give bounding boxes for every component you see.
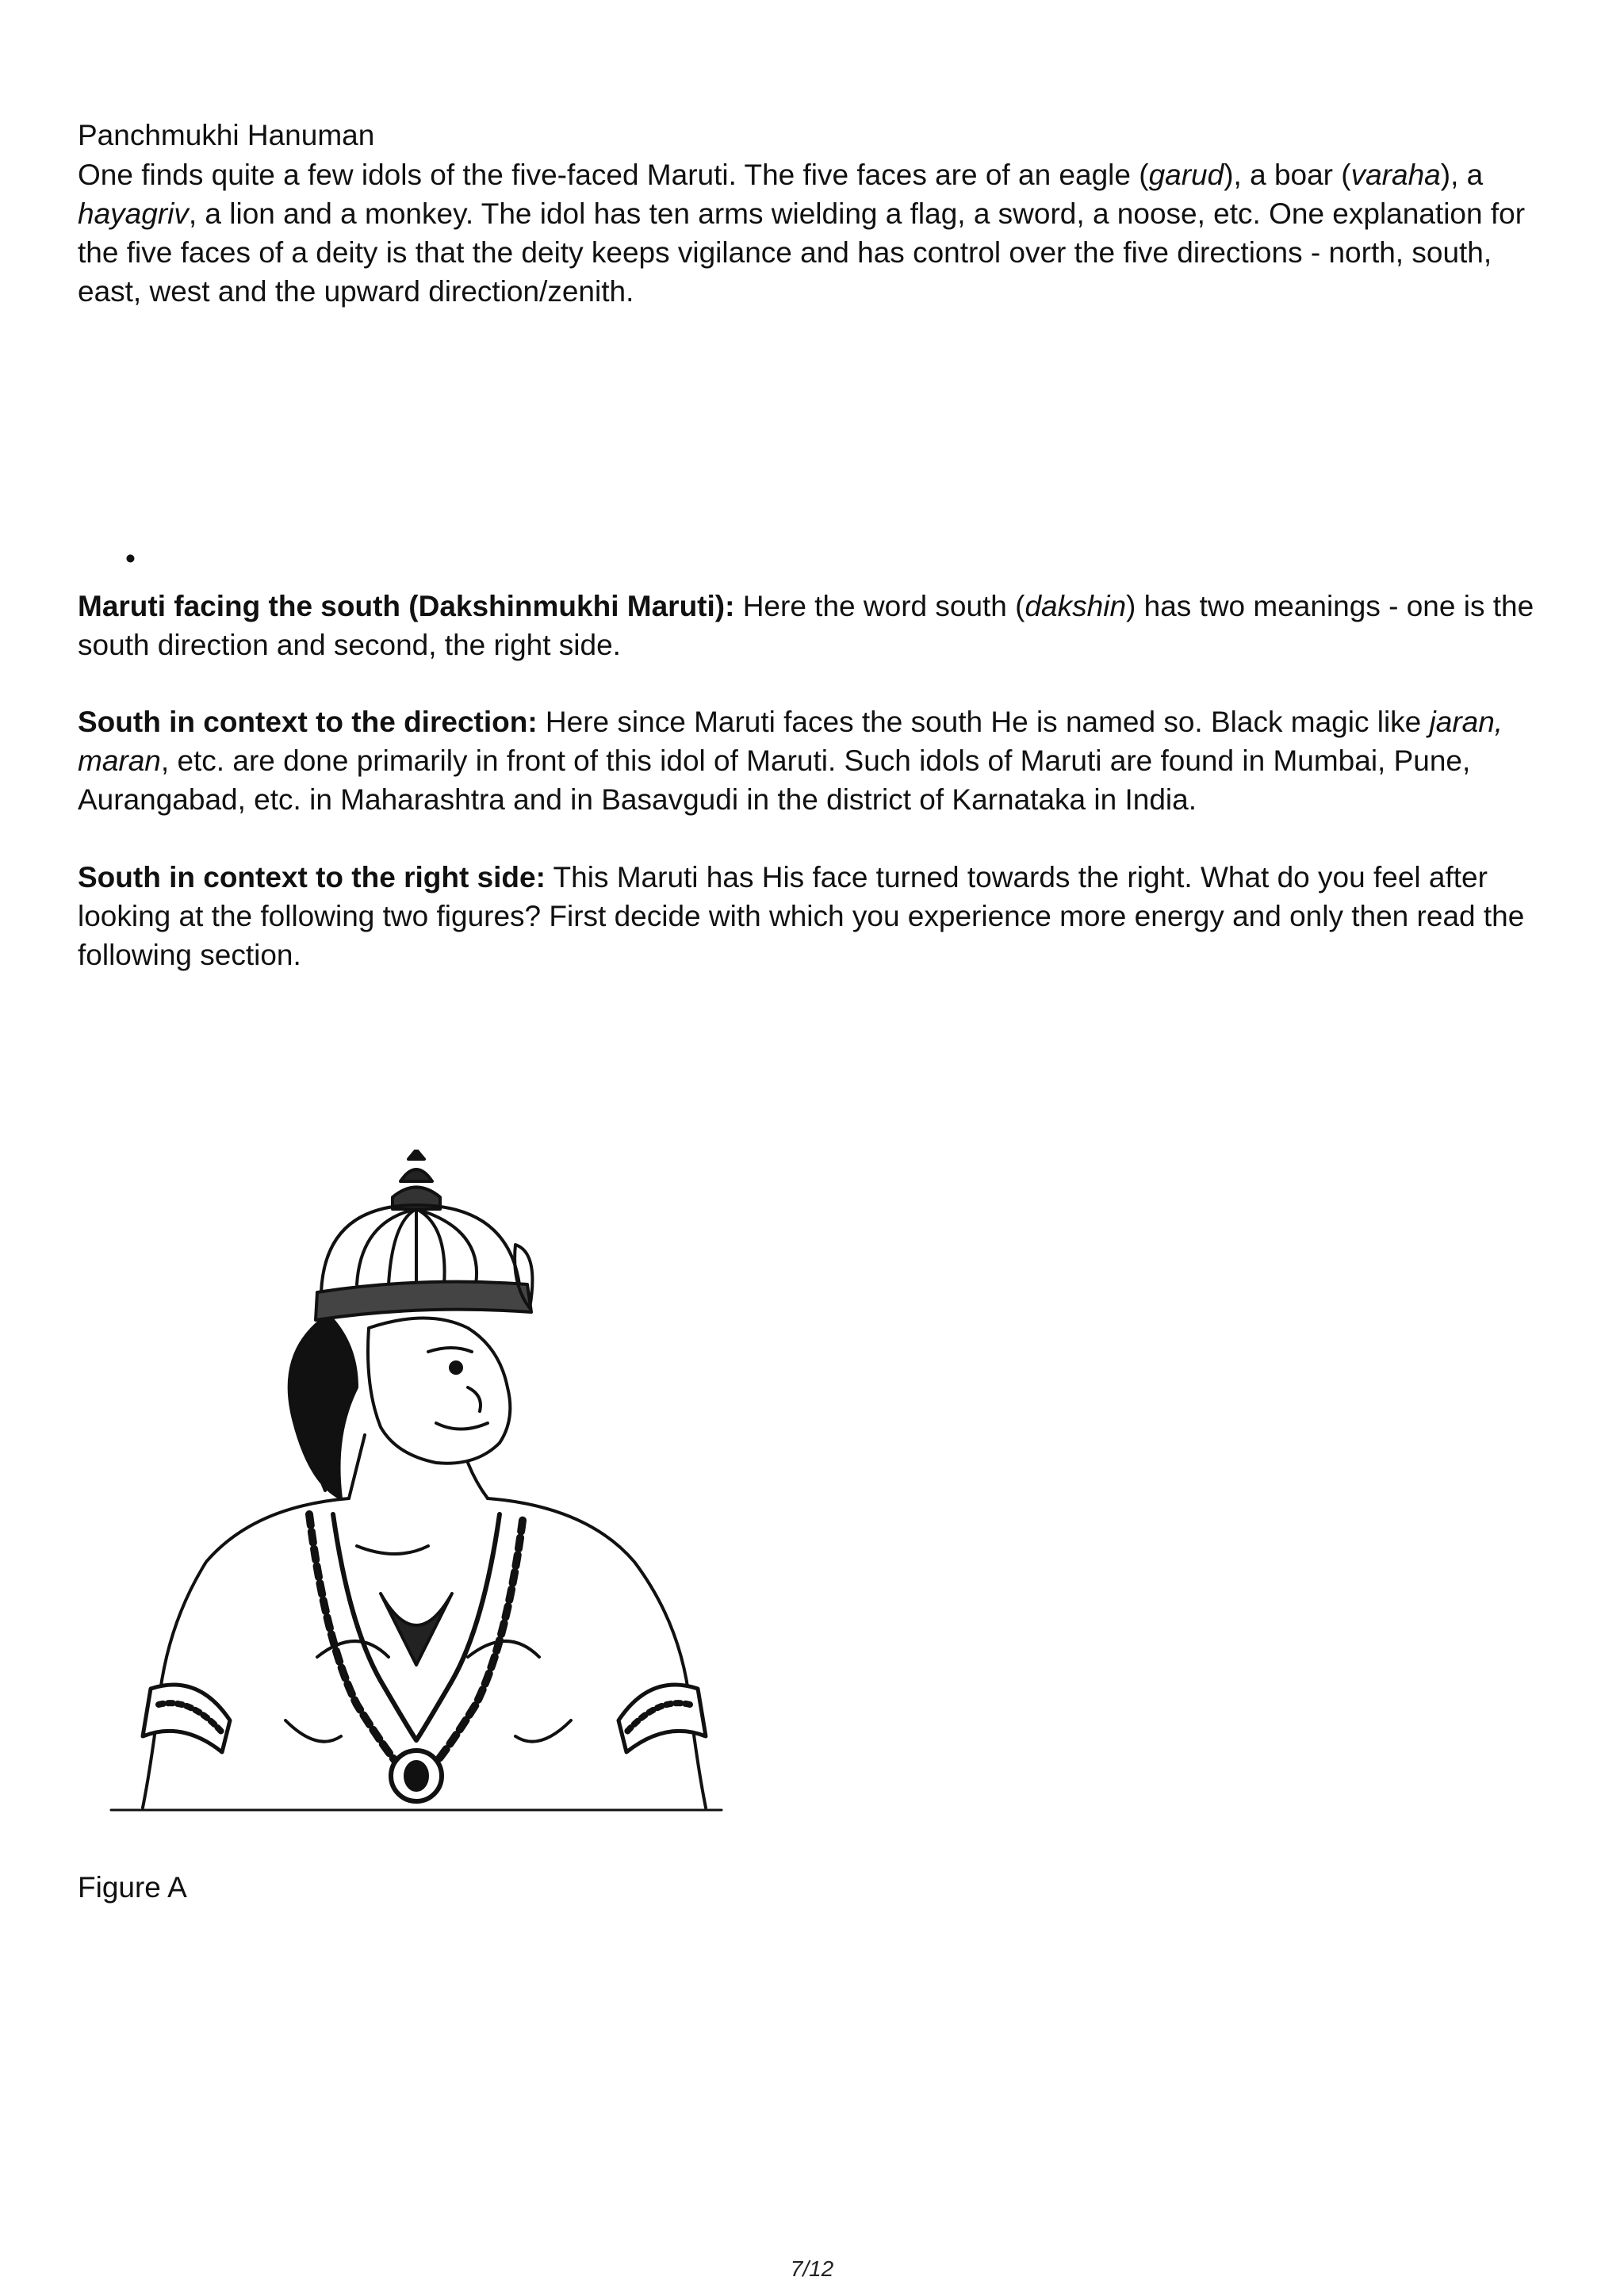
italic-term: dakshin	[1025, 590, 1127, 622]
figure-caption: Figure A	[78, 1871, 187, 1904]
text-run: ) has two meanings - one is the south direction and second, the right side.	[78, 590, 1534, 661]
bold-heading: Maruti facing the south (Dakshinmukhi Maruti):	[78, 590, 735, 622]
left-shoulder	[143, 1498, 349, 1808]
italic-term: varaha	[1350, 159, 1441, 191]
crown-finial	[408, 1150, 424, 1159]
page-number: 7/12	[790, 2256, 834, 2281]
text-run: ), a	[1440, 159, 1484, 191]
left-armband	[143, 1685, 230, 1752]
text-run: One finds quite a few idols of the five-faced Maruti. The five faces are of an eagle (	[78, 159, 1149, 191]
direction-paragraph	[78, 702, 1553, 819]
text-run: ), a boar (	[1224, 159, 1351, 191]
hair	[289, 1320, 357, 1498]
bold-heading: South in context to the direction:	[78, 706, 538, 738]
text-run: Here the word south (	[734, 590, 1025, 622]
right-side-paragraph	[78, 858, 1553, 974]
intro-paragraph	[78, 155, 1553, 311]
face	[368, 1318, 510, 1464]
section-title: Panchmukhi Hanuman	[78, 119, 375, 151]
crown-band	[316, 1282, 531, 1320]
figure-a-illustration	[95, 1150, 745, 1816]
right-armband	[619, 1685, 706, 1752]
maruti-drawing	[95, 1150, 745, 1816]
text-run: , a lion and a monkey. The idol has ten arms wielding a flag, a sword, a noose, etc. One explanation for the five faces of a deity is that the deity keeps vigilance and has control over the five directions - north, south, east, west and the upward direction/zenith.	[78, 197, 1526, 308]
crown-dome	[321, 1205, 519, 1292]
italic-term: hayagriv	[78, 197, 189, 230]
text-run: This Maruti has His face turned towards the right. What do you feel after looking at the following two figures? First decide with which you experience more energy and only then read the following section.	[78, 861, 1525, 971]
italic-term: jaran, maran	[78, 706, 1503, 777]
list-bullet: •	[125, 542, 136, 575]
italic-term: garud	[1148, 159, 1224, 191]
bold-heading: South in context to the right side:	[78, 861, 546, 894]
text-run: Here since Maruti faces the south He is named so. Black magic like	[537, 706, 1430, 738]
dakshinmukhi-paragraph	[78, 587, 1553, 664]
text-run: , etc. are done primarily in front of this idol of Maruti. Such idols of Maruti are found in Mumbai, Pune, Aurangabad, etc. in Maharashtra and in Basavgudi in the district of Karnataka in India.	[78, 744, 1471, 816]
